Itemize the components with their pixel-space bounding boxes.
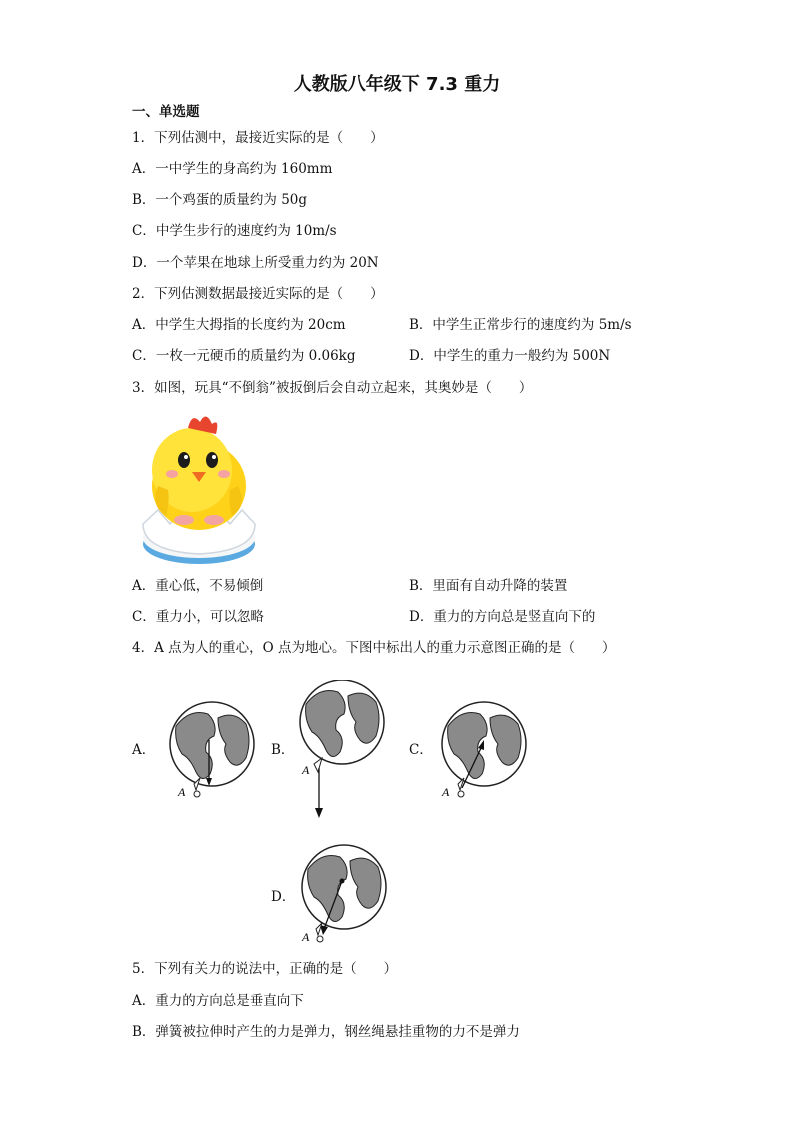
q1-option-c: C．中学生步行的速度约为 10m/s: [132, 223, 337, 239]
q1-option-d: D．一个苹果在地球上所受重力约为 20N: [132, 255, 379, 271]
q3-option-b: B．里面有自动升降的装置: [409, 578, 568, 594]
tumbler-chick-image: [140, 406, 258, 566]
q1-option-a: A．一中学生的身高约为 160mm: [132, 161, 333, 177]
q2-option-d: D．中学生的重力一般约为 500N: [409, 348, 611, 364]
q4-figure-b-point: A: [302, 763, 310, 777]
q4-figure-d-globe: [292, 838, 392, 958]
q2-stem: 2．下列估测数据最接近实际的是（ ）: [132, 286, 384, 302]
q2-option-c: C．一枚一元硬币的质量约为 0.06kg: [132, 348, 356, 364]
q4-stem: 4．A 点为人的重心，O 点为地心。下图中标出人的重力示意图正确的是（ ）: [132, 640, 616, 656]
q5-option-a: A．重力的方向总是垂直向下: [132, 993, 304, 1009]
q3-option-c: C．重力小，可以忽略: [132, 609, 264, 625]
q4-figure-b-label: B．: [271, 742, 295, 758]
q4-figure-d-label: D．: [271, 889, 296, 905]
q4-figure-c-label: C．: [409, 742, 433, 758]
q4-figure-a-point: A: [178, 785, 186, 799]
q2-option-b: B．中学生正常步行的速度约为 5m/s: [409, 317, 632, 333]
q5-stem: 5．下列有关力的说法中，正确的是（ ）: [132, 961, 398, 977]
page-title: 人教版八年级下 7.3 重力: [293, 74, 501, 95]
q4-figure-a-globe: [160, 695, 260, 815]
q3-option-a: A．重心低，不易倾倒: [132, 578, 264, 594]
q1-stem: 1．下列估测中，最接近实际的是（ ）: [132, 130, 384, 146]
q5-option-b: B．弹簧被拉伸时产生的力是弹力，钢丝绳悬挂重物的力不是弹力: [132, 1024, 520, 1040]
q3-stem: 3．如图，玩具“不倒翁”被扳倒后会自动立起来，其奥妙是（ ）: [132, 380, 533, 396]
q2-option-a: A．中学生大拇指的长度约为 20cm: [132, 317, 346, 333]
q4-figure-d-point: A: [302, 930, 310, 944]
q4-figure-c-globe: [432, 695, 532, 815]
q4-figure-c-point: A: [442, 785, 450, 799]
section-heading: 一、单选题: [132, 104, 200, 120]
q4-figure-a-label: A．: [132, 742, 156, 758]
q4-figure-b-globe: [292, 680, 392, 820]
q1-option-b: B．一个鸡蛋的质量约为 50g: [132, 192, 308, 208]
q3-option-d: D．重力的方向总是竖直向下的: [409, 609, 596, 625]
